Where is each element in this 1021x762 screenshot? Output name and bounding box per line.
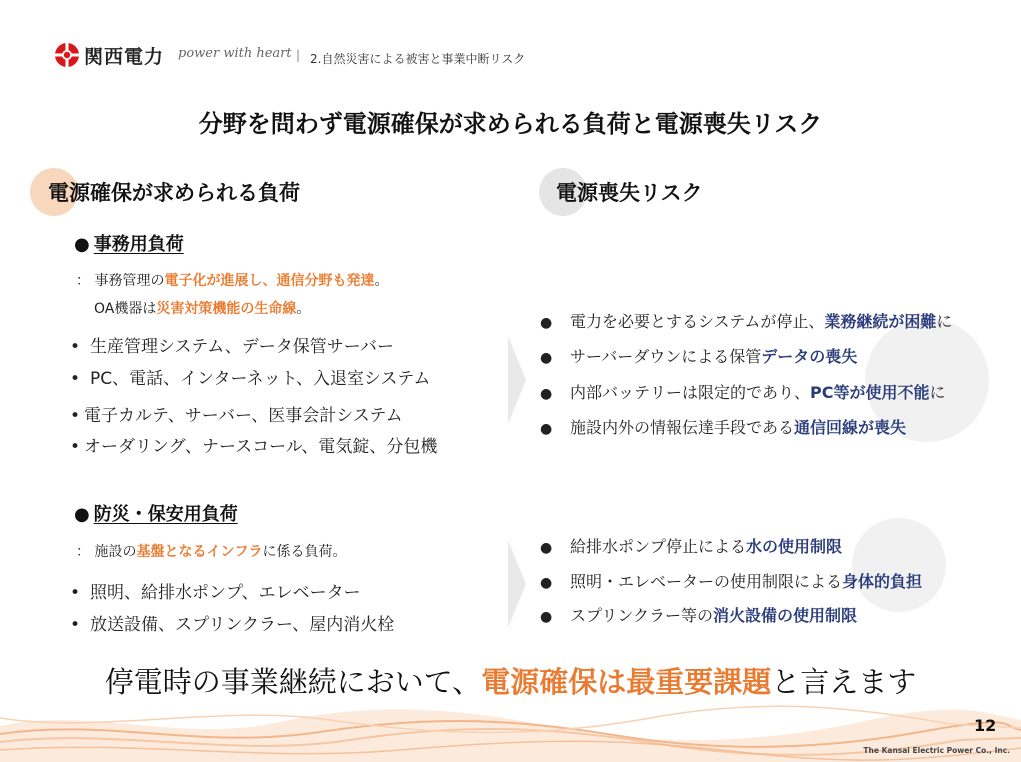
risk-bullet: ● (540, 350, 553, 366)
page-title: 分野を問わず電源確保が求められる負荷と電源喪失リスク (198, 110, 823, 138)
background-circle (852, 518, 946, 612)
risk-bullet: ● (540, 315, 553, 331)
note-text: 施設の (94, 544, 137, 560)
risk-bullet: ● (540, 609, 553, 625)
risk-item (540, 603, 857, 626)
risk-highlight: 通信回線が喪失 (794, 418, 907, 437)
risk-text: 電力を必要とするシステムが停止、 (570, 312, 825, 331)
note-highlight: 災害対策機能の生命線 (156, 301, 297, 317)
note-text: 。 (296, 301, 311, 317)
risk-highlight: 業務継続が困難 (824, 312, 937, 331)
category-title: 事務用負荷 (93, 234, 184, 255)
risk-text: に (936, 312, 953, 331)
item-bullet: • (70, 337, 81, 357)
note-highlight: 基盤となるインフラ (136, 544, 263, 560)
chevron-right-icon (508, 336, 526, 424)
risk-bullet: ● (540, 540, 553, 556)
risk-bullet: ● (540, 575, 553, 591)
risk-text: サーバーダウンによる保管 (570, 347, 762, 366)
risk-text: スプリンクラー等の (570, 606, 714, 625)
risk-item (540, 380, 946, 403)
office-load-item (70, 364, 430, 389)
risk-text: 施設内外の情報伝達手段である (570, 418, 795, 437)
company-name: The Kansai Electric Power Co., Inc. (863, 746, 1010, 755)
note-text: 。 (374, 273, 389, 289)
page-number: 12 (974, 716, 997, 735)
office-note-line-2 (94, 298, 310, 318)
left-column-heading: 電源確保が求められる負荷 (48, 181, 300, 205)
risk-bullet: ● (540, 421, 553, 437)
risk-text: 照明・エレベーターの使用制限による (570, 572, 843, 591)
note-text: 事務管理の (94, 273, 165, 289)
disaster-load-item (70, 610, 394, 635)
header-separator: | (296, 48, 301, 62)
item-text: 電子カルテ、サーバー、医事会計システム (84, 406, 403, 426)
item-text: 放送設備、スプリンクラー、屋内消火栓 (90, 615, 395, 635)
risk-item (540, 415, 906, 438)
risk-highlight: 水の使用制限 (746, 537, 843, 556)
risk-text: 給排水ポンプ停止による (570, 537, 747, 556)
risk-item (540, 569, 922, 592)
risk-item (540, 309, 952, 332)
item-bullet: • (70, 583, 81, 603)
item-bullet: • (70, 406, 81, 426)
office-note-line-1 (76, 270, 388, 290)
risk-item (540, 534, 842, 557)
kansai-logo-icon (54, 42, 80, 68)
conclusion-highlight: 電源確保は最重要課題 (481, 665, 772, 699)
risk-bullet: ● (540, 386, 553, 402)
office-load-item (70, 432, 437, 457)
conclusion-text: と言えます (771, 665, 917, 699)
note-text: OA機器は (94, 301, 157, 317)
item-text: 照明、給排水ポンプ、エレベーター (90, 583, 361, 603)
item-text: PC、電話、インターネット、入退室システム (90, 369, 431, 389)
risk-highlight: PC等が使用不能 (810, 383, 930, 402)
risk-highlight: 身体的負担 (842, 572, 923, 591)
note-text: に係る負荷。 (262, 544, 347, 560)
risk-text: に (929, 383, 946, 402)
note-colon: ： (76, 544, 90, 560)
item-text: 生産管理システム、データ保管サーバー (90, 337, 394, 357)
item-bullet: • (70, 369, 81, 389)
note-colon: ： (76, 273, 90, 289)
company-logo-text: 関西電力 (84, 46, 165, 68)
item-bullet: • (70, 615, 81, 635)
risk-item (540, 344, 857, 367)
disaster-load-category (74, 500, 238, 526)
risk-highlight: 消火設備の使用制限 (713, 606, 858, 625)
category-bullet: ● (74, 504, 90, 525)
category-title: 防災・保安用負荷 (93, 504, 238, 525)
disaster-load-item (70, 578, 361, 603)
slogan: power with heart (178, 46, 292, 61)
item-bullet: • (70, 437, 81, 457)
chevron-right-icon (508, 540, 526, 628)
item-text: オーダリング、ナースコール、電気錠、分包機 (84, 437, 438, 457)
note-highlight: 電子化が進展し、通信分野も発達 (164, 273, 375, 289)
section-label: 2.自然災害による被害と事業中断リスク (310, 52, 526, 66)
right-column-heading: 電源喪失リスク (556, 181, 703, 205)
category-bullet: ● (74, 234, 90, 255)
conclusion (0, 660, 1021, 701)
risk-text: 内部バッテリーは限定的であり、 (570, 383, 811, 402)
conclusion-text: 停電時の事業継続において、 (104, 665, 482, 699)
office-load-item (70, 401, 403, 426)
office-load-category (74, 230, 184, 256)
risk-highlight: データの喪失 (761, 347, 858, 366)
office-load-item (70, 332, 394, 357)
disaster-note (76, 541, 346, 561)
